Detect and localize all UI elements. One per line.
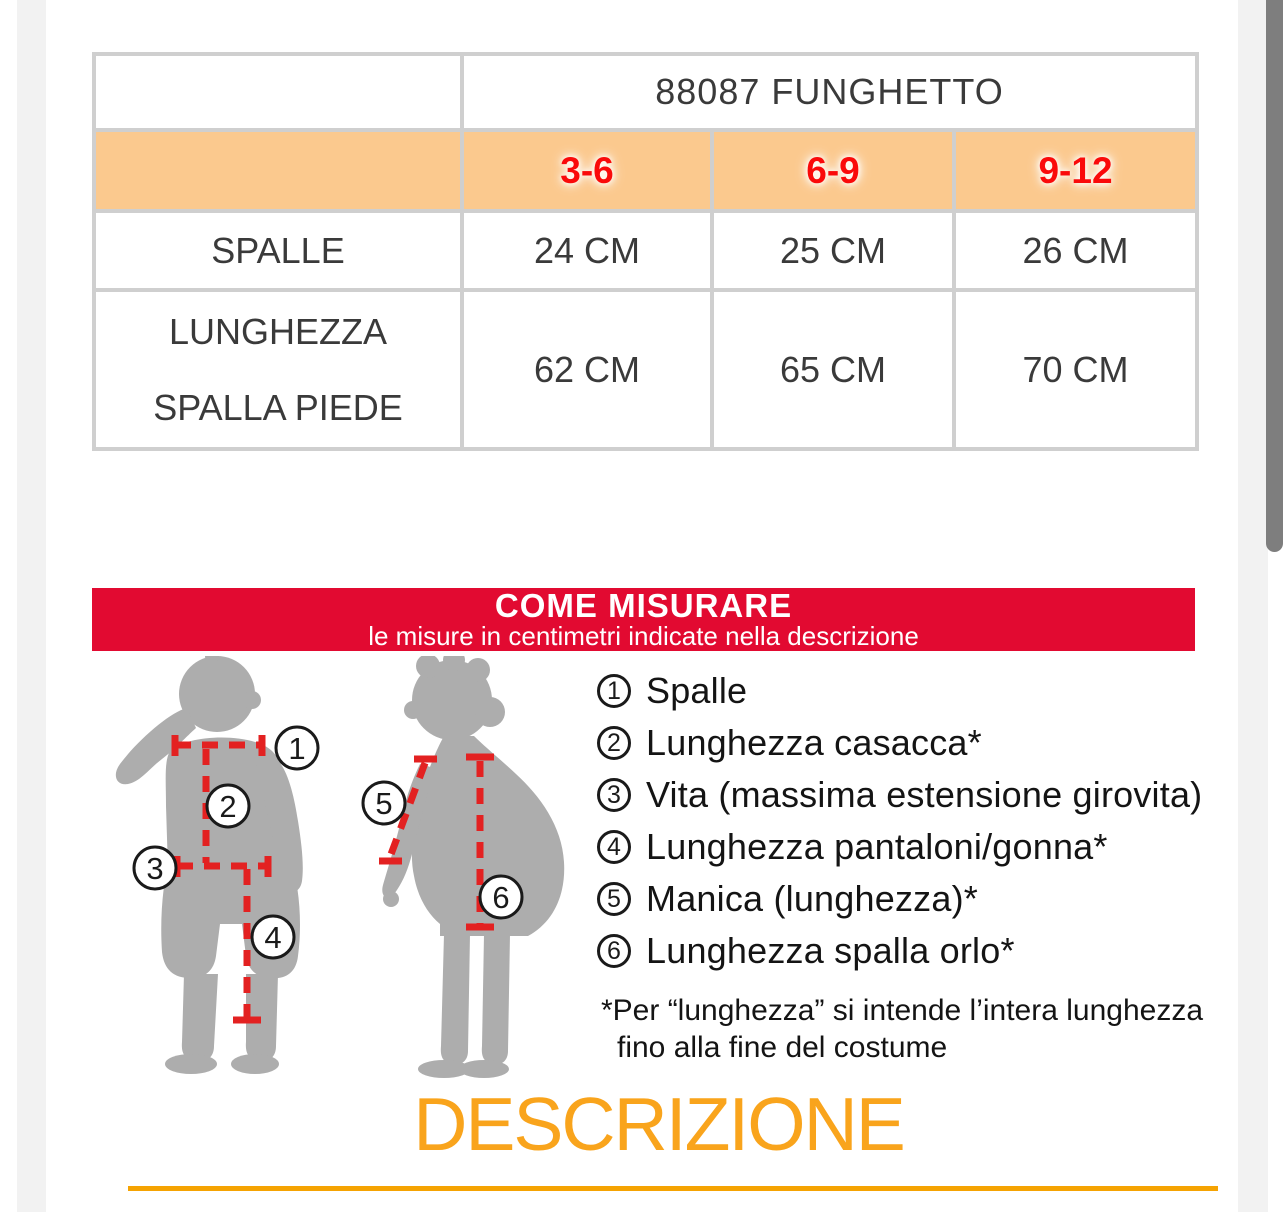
measurement-list-item [597, 774, 1207, 816]
measurement-diagram [92, 656, 592, 1086]
banner-subtitle: le misure in centimetri indicate nella descrizione [368, 621, 919, 651]
size-table [92, 52, 1199, 451]
measure-value: 70 CM [954, 290, 1197, 449]
measurement-list-item [597, 670, 1207, 712]
size-row-empty-cell [94, 130, 462, 211]
measure-label: Lunghezza spalla orlo* [646, 930, 1015, 971]
table-row [94, 211, 1197, 290]
measure-marker-4 [252, 916, 294, 958]
measure-marker-1 [276, 727, 318, 769]
row-label [94, 290, 462, 449]
measurement-list-item [597, 722, 1207, 764]
measure-number-badge: 1 [597, 674, 631, 708]
measure-value: 62 CM [462, 290, 712, 449]
svg-text:2: 2 [219, 789, 237, 824]
footnote-line: *Per “lunghezza” si intende l’intera lunghezza [601, 994, 1204, 1027]
row-label-line: SPALLA PIEDE [153, 386, 403, 428]
measurement-list-item [597, 826, 1207, 868]
measure-number-badge: 3 [597, 778, 631, 812]
banner-title: COME MISURARE [494, 587, 793, 624]
size-column-header: 6-9 [712, 130, 954, 211]
measurement-footnote [601, 992, 1203, 1066]
measurement-list-item [597, 878, 1207, 920]
description-heading: DESCRIZIONE [413, 1082, 904, 1166]
table-row [94, 290, 1197, 449]
size-column-header: 3-6 [462, 130, 712, 211]
measure-label: Lunghezza pantaloni/gonna* [646, 826, 1108, 867]
measure-number-badge: 2 [597, 726, 631, 760]
measure-value: 65 CM [712, 290, 954, 449]
svg-text:1: 1 [288, 731, 306, 766]
row-label-line: LUNGHEZZA [168, 310, 388, 352]
measure-marker-2 [207, 785, 249, 827]
measurement-list [597, 670, 1207, 982]
svg-text:6: 6 [492, 880, 510, 915]
measure-marker-6 [480, 876, 522, 918]
measure-number-badge: 5 [597, 882, 631, 916]
measure-value: 25 CM [712, 211, 954, 290]
table-corner-cell [94, 54, 462, 130]
table-row [94, 130, 1197, 211]
size-column-header: 9-12 [954, 130, 1197, 211]
girl-silhouette-icon [382, 656, 564, 1078]
measure-label: Vita (massima estensione girovita) [646, 774, 1203, 815]
measurement-list-item [597, 930, 1207, 972]
row-label: SPALLE [94, 211, 462, 290]
page-left-margin [17, 0, 46, 1212]
table-row [94, 54, 1197, 130]
measure-label: Spalle [646, 670, 748, 711]
measure-marker-3 [134, 847, 176, 889]
svg-text:3: 3 [146, 851, 164, 886]
measure-number-badge: 4 [597, 830, 631, 864]
measure-label: Lunghezza casacca* [646, 722, 982, 763]
how-to-measure-banner [92, 588, 1195, 651]
measure-number-badge: 6 [597, 934, 631, 968]
svg-text:4: 4 [264, 920, 282, 955]
measure-value: 24 CM [462, 211, 712, 290]
product-code-header: 88087 FUNGHETTO [462, 54, 1197, 130]
measure-label: Manica (lunghezza)* [646, 878, 978, 919]
measure-value: 26 CM [954, 211, 1197, 290]
page-right-margin [1238, 0, 1268, 1212]
scrollbar-thumb[interactable] [1266, 0, 1283, 552]
footnote-line: fino alla fine del costume [617, 1031, 948, 1064]
description-divider [128, 1186, 1218, 1191]
measure-marker-5 [363, 782, 405, 824]
svg-text:5: 5 [375, 786, 393, 821]
